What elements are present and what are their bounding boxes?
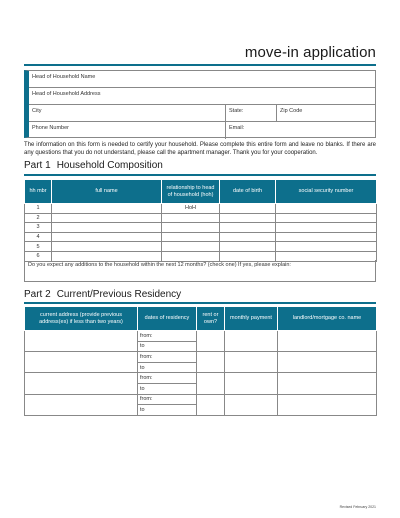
table-row (25, 373, 377, 384)
address-field[interactable] (25, 352, 138, 373)
payment-field[interactable] (225, 352, 278, 373)
form-title: move-in application (244, 44, 376, 61)
household-composition-table (24, 179, 377, 262)
part1-title: Household Composition (56, 160, 163, 171)
residency-table (24, 306, 377, 416)
to-field[interactable]: to (138, 362, 197, 373)
relationship-field[interactable] (162, 223, 220, 233)
rent-own-field[interactable] (197, 352, 225, 373)
ssn-field[interactable] (276, 242, 377, 252)
full-name-field[interactable] (52, 242, 162, 252)
ssn-field[interactable] (276, 204, 377, 214)
address-field[interactable] (25, 373, 138, 394)
phone-row (29, 122, 375, 139)
table-row (25, 352, 377, 363)
additions-question-text: Do you expect any additions to the household within the next 12 months? (check one) If yes, please explain: (28, 262, 291, 268)
head-address-label: Head of Household Address (32, 91, 101, 97)
member-number: 5 (25, 242, 52, 252)
email-label[interactable]: Email: (229, 125, 245, 131)
member-number: 1 (25, 204, 52, 214)
dob-field[interactable] (220, 213, 276, 223)
dob-field[interactable] (220, 242, 276, 252)
landlord-field[interactable] (278, 373, 377, 394)
head-name-row[interactable] (29, 71, 375, 88)
rent-own-field[interactable] (197, 394, 225, 415)
header-ssn: social security number (276, 180, 377, 204)
table-header-row (25, 307, 377, 331)
from-field[interactable]: from: (138, 373, 197, 384)
address-field[interactable] (25, 394, 138, 415)
landlord-field[interactable] (278, 331, 377, 352)
from-field[interactable]: from: (138, 352, 197, 363)
full-name-field[interactable] (52, 204, 162, 214)
landlord-field[interactable] (278, 394, 377, 415)
landlord-field[interactable] (278, 352, 377, 373)
dob-field[interactable] (220, 223, 276, 233)
zip-label[interactable]: Zip Code (280, 108, 303, 114)
part2-title: Current/Previous Residency (56, 289, 182, 300)
part2-rule (24, 302, 376, 304)
member-number: 3 (25, 223, 52, 233)
part1-heading (24, 160, 163, 171)
member-number: 2 (25, 213, 52, 223)
payment-field[interactable] (225, 331, 278, 352)
dob-field[interactable] (220, 204, 276, 214)
ssn-field[interactable] (276, 223, 377, 233)
from-field[interactable]: from: (138, 394, 197, 405)
relationship-field[interactable]: HoH (162, 204, 220, 214)
header-dates-of-residency: dates of residency (138, 307, 197, 331)
notice-text: The information on this form is needed to certify your household. Please complete this entire form and leave no blanks. If there are any questions that you do not understand, please call the apartment manager. Thank you for your cooperation. (24, 142, 376, 156)
to-field[interactable]: to (138, 341, 197, 352)
header-date-of-birth: date of birth (220, 180, 276, 204)
table-header-row (25, 180, 377, 204)
header-landlord: landlord/mortgage co. name (278, 307, 377, 331)
additions-question[interactable] (24, 260, 376, 282)
head-name-label: Head of Household Name (32, 74, 96, 80)
full-name-field[interactable] (52, 213, 162, 223)
full-name-field[interactable] (52, 223, 162, 233)
header-relationship: relationship to head of household (hoh) (162, 180, 220, 204)
city-label[interactable]: City (32, 108, 42, 114)
to-field[interactable]: to (138, 383, 197, 394)
ssn-field[interactable] (276, 213, 377, 223)
table-row (25, 394, 377, 405)
revised-date: Revised February 2021 (339, 505, 376, 509)
member-number: 4 (25, 232, 52, 242)
member-number: 6 (25, 251, 52, 261)
rent-own-field[interactable] (197, 331, 225, 352)
full-name-field[interactable] (52, 232, 162, 242)
part2-number: Part 2 (24, 289, 51, 300)
table-row (25, 331, 377, 342)
payment-field[interactable] (225, 373, 278, 394)
header-monthly-payment: monthly payment (225, 307, 278, 331)
table-row (25, 204, 377, 214)
payment-field[interactable] (225, 394, 278, 415)
header-full-name: full name (52, 180, 162, 204)
dob-field[interactable] (220, 232, 276, 242)
header-current-address: current address (provide previous address(es) if less than two years) (25, 307, 138, 331)
part2-heading (24, 289, 181, 300)
part1-number: Part 1 (24, 160, 51, 171)
relationship-field[interactable] (162, 213, 220, 223)
table-row (25, 242, 377, 252)
state-label[interactable]: State: (229, 108, 244, 114)
table-row (25, 223, 377, 233)
from-field[interactable]: from: (138, 331, 197, 342)
to-field[interactable]: to (138, 405, 197, 416)
relationship-field[interactable] (162, 242, 220, 252)
ssn-field[interactable] (276, 232, 377, 242)
rent-own-field[interactable] (197, 373, 225, 394)
table-row (25, 232, 377, 242)
address-field[interactable] (25, 331, 138, 352)
part1-rule (24, 174, 376, 176)
household-info-box (24, 70, 376, 138)
phone-label[interactable]: Phone Number (32, 125, 69, 131)
city-row (29, 105, 375, 122)
table-row (25, 213, 377, 223)
title-rule (24, 64, 376, 66)
header-rent-or-own: rent or own? (197, 307, 225, 331)
relationship-field[interactable] (162, 232, 220, 242)
head-address-row[interactable] (29, 88, 375, 105)
header-hh-mbr: hh mbr (25, 180, 52, 204)
